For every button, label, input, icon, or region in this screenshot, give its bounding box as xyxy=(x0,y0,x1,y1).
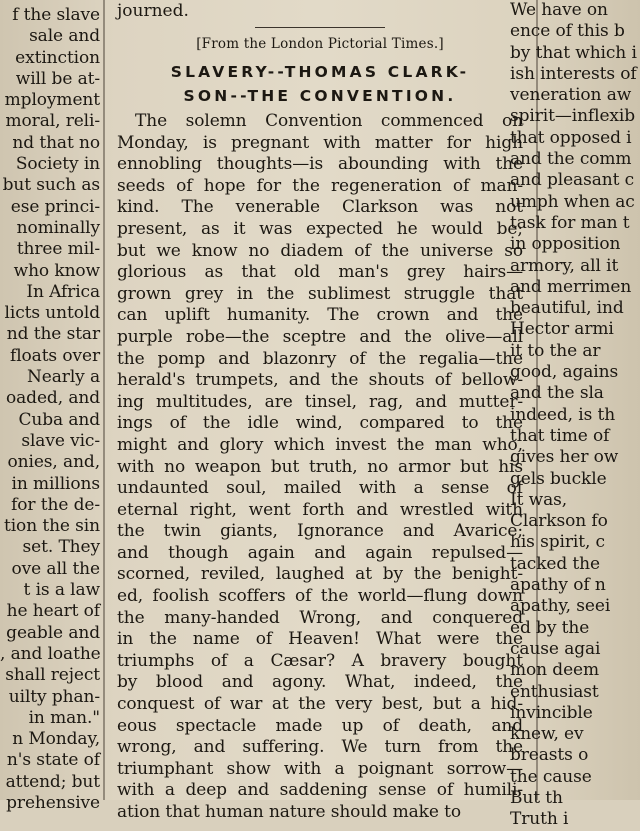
left-column-line: tion the sin xyxy=(3,516,100,537)
left-column-line: in millions xyxy=(11,473,100,494)
article-body-line: ings of the idle wind, compared to the xyxy=(117,413,523,434)
article-body-line: wrong, and suffering. We turn from the xyxy=(117,737,523,758)
right-column-line: invincible xyxy=(510,702,593,723)
right-column-line: We have on xyxy=(510,0,608,20)
left-column-line: oaded, and xyxy=(6,388,100,409)
article-body-line: ed, foolish scoffers of the world—flung down xyxy=(117,586,523,607)
article-body-line: undaunted soul, mailed with a sense of xyxy=(117,478,523,499)
right-column-line: the cause xyxy=(510,766,592,787)
right-column-line: spirit—inflexib xyxy=(510,106,636,127)
left-column-line: n's state of xyxy=(6,750,100,771)
article-body-line: the twin giants, Ignorance and Avarice; xyxy=(117,521,523,542)
left-column-line: uilty phan- xyxy=(8,686,100,707)
right-column-line: enthusiast xyxy=(510,681,599,702)
previous-article-end: journed. xyxy=(117,1,189,21)
article-body-line: grown grey in the sublimest struggle that xyxy=(117,283,523,304)
article-body-line: present, as it was expected he would be; xyxy=(117,218,523,239)
right-column-line: in opposition xyxy=(510,234,621,255)
article-body-line: can uplift humanity. The crown and the xyxy=(117,305,523,326)
left-column-line: three mil- xyxy=(16,239,100,260)
right-column-line: Truth i xyxy=(510,809,569,830)
left-column-line: prehensive xyxy=(6,792,100,813)
article-body-line: triumphs of a Cæsar? A bravery bought xyxy=(117,650,523,671)
right-column-line: and pleasant c xyxy=(510,170,635,191)
left-column-line: sale and xyxy=(29,26,100,47)
right-column-line: apathy, seei xyxy=(510,596,611,617)
right-column-line: that time of xyxy=(510,425,610,446)
left-column-line: but such as xyxy=(2,175,100,196)
center-column-article xyxy=(111,0,531,822)
right-column-line: and the comm xyxy=(510,149,632,170)
right-column-line: ed by the xyxy=(510,617,590,638)
left-column-line: nd the star xyxy=(6,324,100,345)
right-column-line: But th xyxy=(510,787,563,808)
left-column-line: moral, reli- xyxy=(5,111,100,132)
left-column-line: onies, and, xyxy=(7,452,100,473)
article-body xyxy=(117,111,523,824)
right-column-fragment xyxy=(507,0,640,830)
left-column-line: nd that no xyxy=(12,132,100,153)
article-body-line: in the name of Heaven! What were the xyxy=(117,629,523,650)
article-body-line: scorned, reviled, laughed at by the benight- xyxy=(117,564,523,585)
left-column-line: for the de- xyxy=(11,494,100,515)
headline-line-1: SLAVERY--THOMAS CLARK- xyxy=(170,63,470,81)
article-body-line: Monday, is pregnant with matter for high xyxy=(117,132,523,153)
left-column-line: extinction xyxy=(15,47,100,68)
article-body-line: ennobling thoughts—is abounding with the xyxy=(117,154,523,175)
left-column-line: who know xyxy=(13,260,100,281)
article-source-attribution: [From the London Pictorial Times.] xyxy=(196,36,444,52)
right-column-line: ence of this b xyxy=(510,21,625,42)
left-column-line: t is a law xyxy=(23,580,100,601)
article-body-line: and though again and again repulsed— xyxy=(117,542,523,563)
left-column-line: Nearly a xyxy=(27,367,100,388)
right-column-line: indeed, is th xyxy=(510,404,616,425)
right-column-line: that opposed i xyxy=(510,127,632,148)
right-column-line: armory, all it xyxy=(510,255,619,276)
right-column-line: and the sla xyxy=(510,383,604,404)
right-column-line: Hector armi xyxy=(510,319,614,340)
article-separator-rule xyxy=(255,27,385,28)
right-column-line: It was, xyxy=(510,489,568,510)
left-column-line: nominally xyxy=(16,217,100,238)
article-body-line: with no weapon but truth, no armor but his xyxy=(117,456,523,477)
article-body-line: but we know no diadem of the universe so xyxy=(117,240,523,261)
left-column-line: Cuba and xyxy=(18,409,100,430)
article-body-line: triumphant show with a poignant sorrow— xyxy=(117,758,523,779)
left-column-fragment xyxy=(0,0,101,813)
right-column-line: cause agai xyxy=(510,638,601,659)
column-rule-left xyxy=(103,0,105,800)
left-column-line: n Monday, xyxy=(12,729,100,750)
right-column-line: his spirit, c xyxy=(510,532,605,553)
right-column-line: mon deem xyxy=(510,660,600,681)
left-column-line: slave vic- xyxy=(21,430,100,451)
left-column-line: in man." xyxy=(28,707,100,728)
left-column-line: mployment xyxy=(4,90,100,111)
article-body-line: seeds of hope for the regeneration of man- xyxy=(117,175,523,196)
right-column-line: apathy of n xyxy=(510,575,606,596)
article-body-line: ing multitudes, are tinsel, rag, and mutter- xyxy=(117,391,523,412)
article-body-line: the pomp and blazonry of the regalia—the xyxy=(117,348,523,369)
article-headline xyxy=(117,60,523,108)
right-column-line: veneration aw xyxy=(510,85,632,106)
article-body-line: The solemn Convention commenced on xyxy=(135,111,523,131)
article-body-line: glorious as that old man's grey hairs— xyxy=(117,262,523,283)
left-column-line: , and loathe xyxy=(0,643,101,664)
right-column-line: by that which i xyxy=(510,42,637,63)
right-column-line: tacked the xyxy=(510,553,600,574)
left-column-line: In Africa xyxy=(26,281,100,302)
right-column-line: task for man t xyxy=(510,212,630,233)
right-column-line: it to the ar xyxy=(510,340,601,361)
left-column-line: ese princi- xyxy=(10,196,100,217)
article-body-line: the many-handed Wrong, and conquered xyxy=(117,607,523,628)
left-column-line: floats over xyxy=(10,345,100,366)
right-column-line: and merrimen xyxy=(510,276,632,297)
headline-line-2: SON--THE CONVENTION. xyxy=(183,87,457,105)
left-column-lines xyxy=(0,0,101,814)
article-body-line: ation that human nature should make to xyxy=(117,802,461,822)
right-column-line: knew, ev xyxy=(510,724,584,745)
right-column-line: good, agains xyxy=(510,362,619,383)
left-column-line: geable and xyxy=(6,622,100,643)
article-body-line: eternal right, went forth and wrestled with xyxy=(117,499,523,520)
left-column-line: Society in xyxy=(15,154,100,175)
right-column-line: ish interests of xyxy=(510,63,637,84)
right-column-line: Clarkson fo xyxy=(510,511,608,532)
left-column-line: shall reject xyxy=(5,665,100,686)
right-column-line: breasts o xyxy=(510,745,589,766)
article-body-line: with a deep and saddening sense of humili- xyxy=(117,780,523,801)
left-column-line: ove all the xyxy=(11,558,100,579)
article-body-line: herald's trumpets, and the shouts of bellow- xyxy=(117,370,523,391)
left-column-line: licts untold xyxy=(4,303,100,324)
article-body-line: kind. The venerable Clarkson was not xyxy=(117,197,523,218)
left-column-line: he heart of xyxy=(6,601,100,622)
article-body-line: by blood and agony. What, indeed, the xyxy=(117,672,523,693)
left-column-line: will be at- xyxy=(15,68,100,89)
right-column-line: beautiful, ind xyxy=(510,298,624,319)
left-column-line: f the slave xyxy=(12,5,100,25)
right-column-lines xyxy=(507,0,640,831)
right-column-line: umph when ac xyxy=(510,191,635,212)
article-body-line: eous spectacle made up of death, and xyxy=(117,715,523,736)
right-column-line: gives her ow xyxy=(510,447,619,468)
article-body-line: might and glory which invest the man who, xyxy=(117,434,523,455)
left-column-line: attend; but xyxy=(5,771,100,792)
right-column-line: gels buckle xyxy=(510,468,607,489)
article-body-lines xyxy=(117,111,523,824)
left-column-line: set. They xyxy=(22,537,100,558)
article-body-line: purple robe—the sceptre and the olive—all xyxy=(117,326,523,347)
article-body-line: conquest of war at the very best, but a hid- xyxy=(117,694,523,715)
